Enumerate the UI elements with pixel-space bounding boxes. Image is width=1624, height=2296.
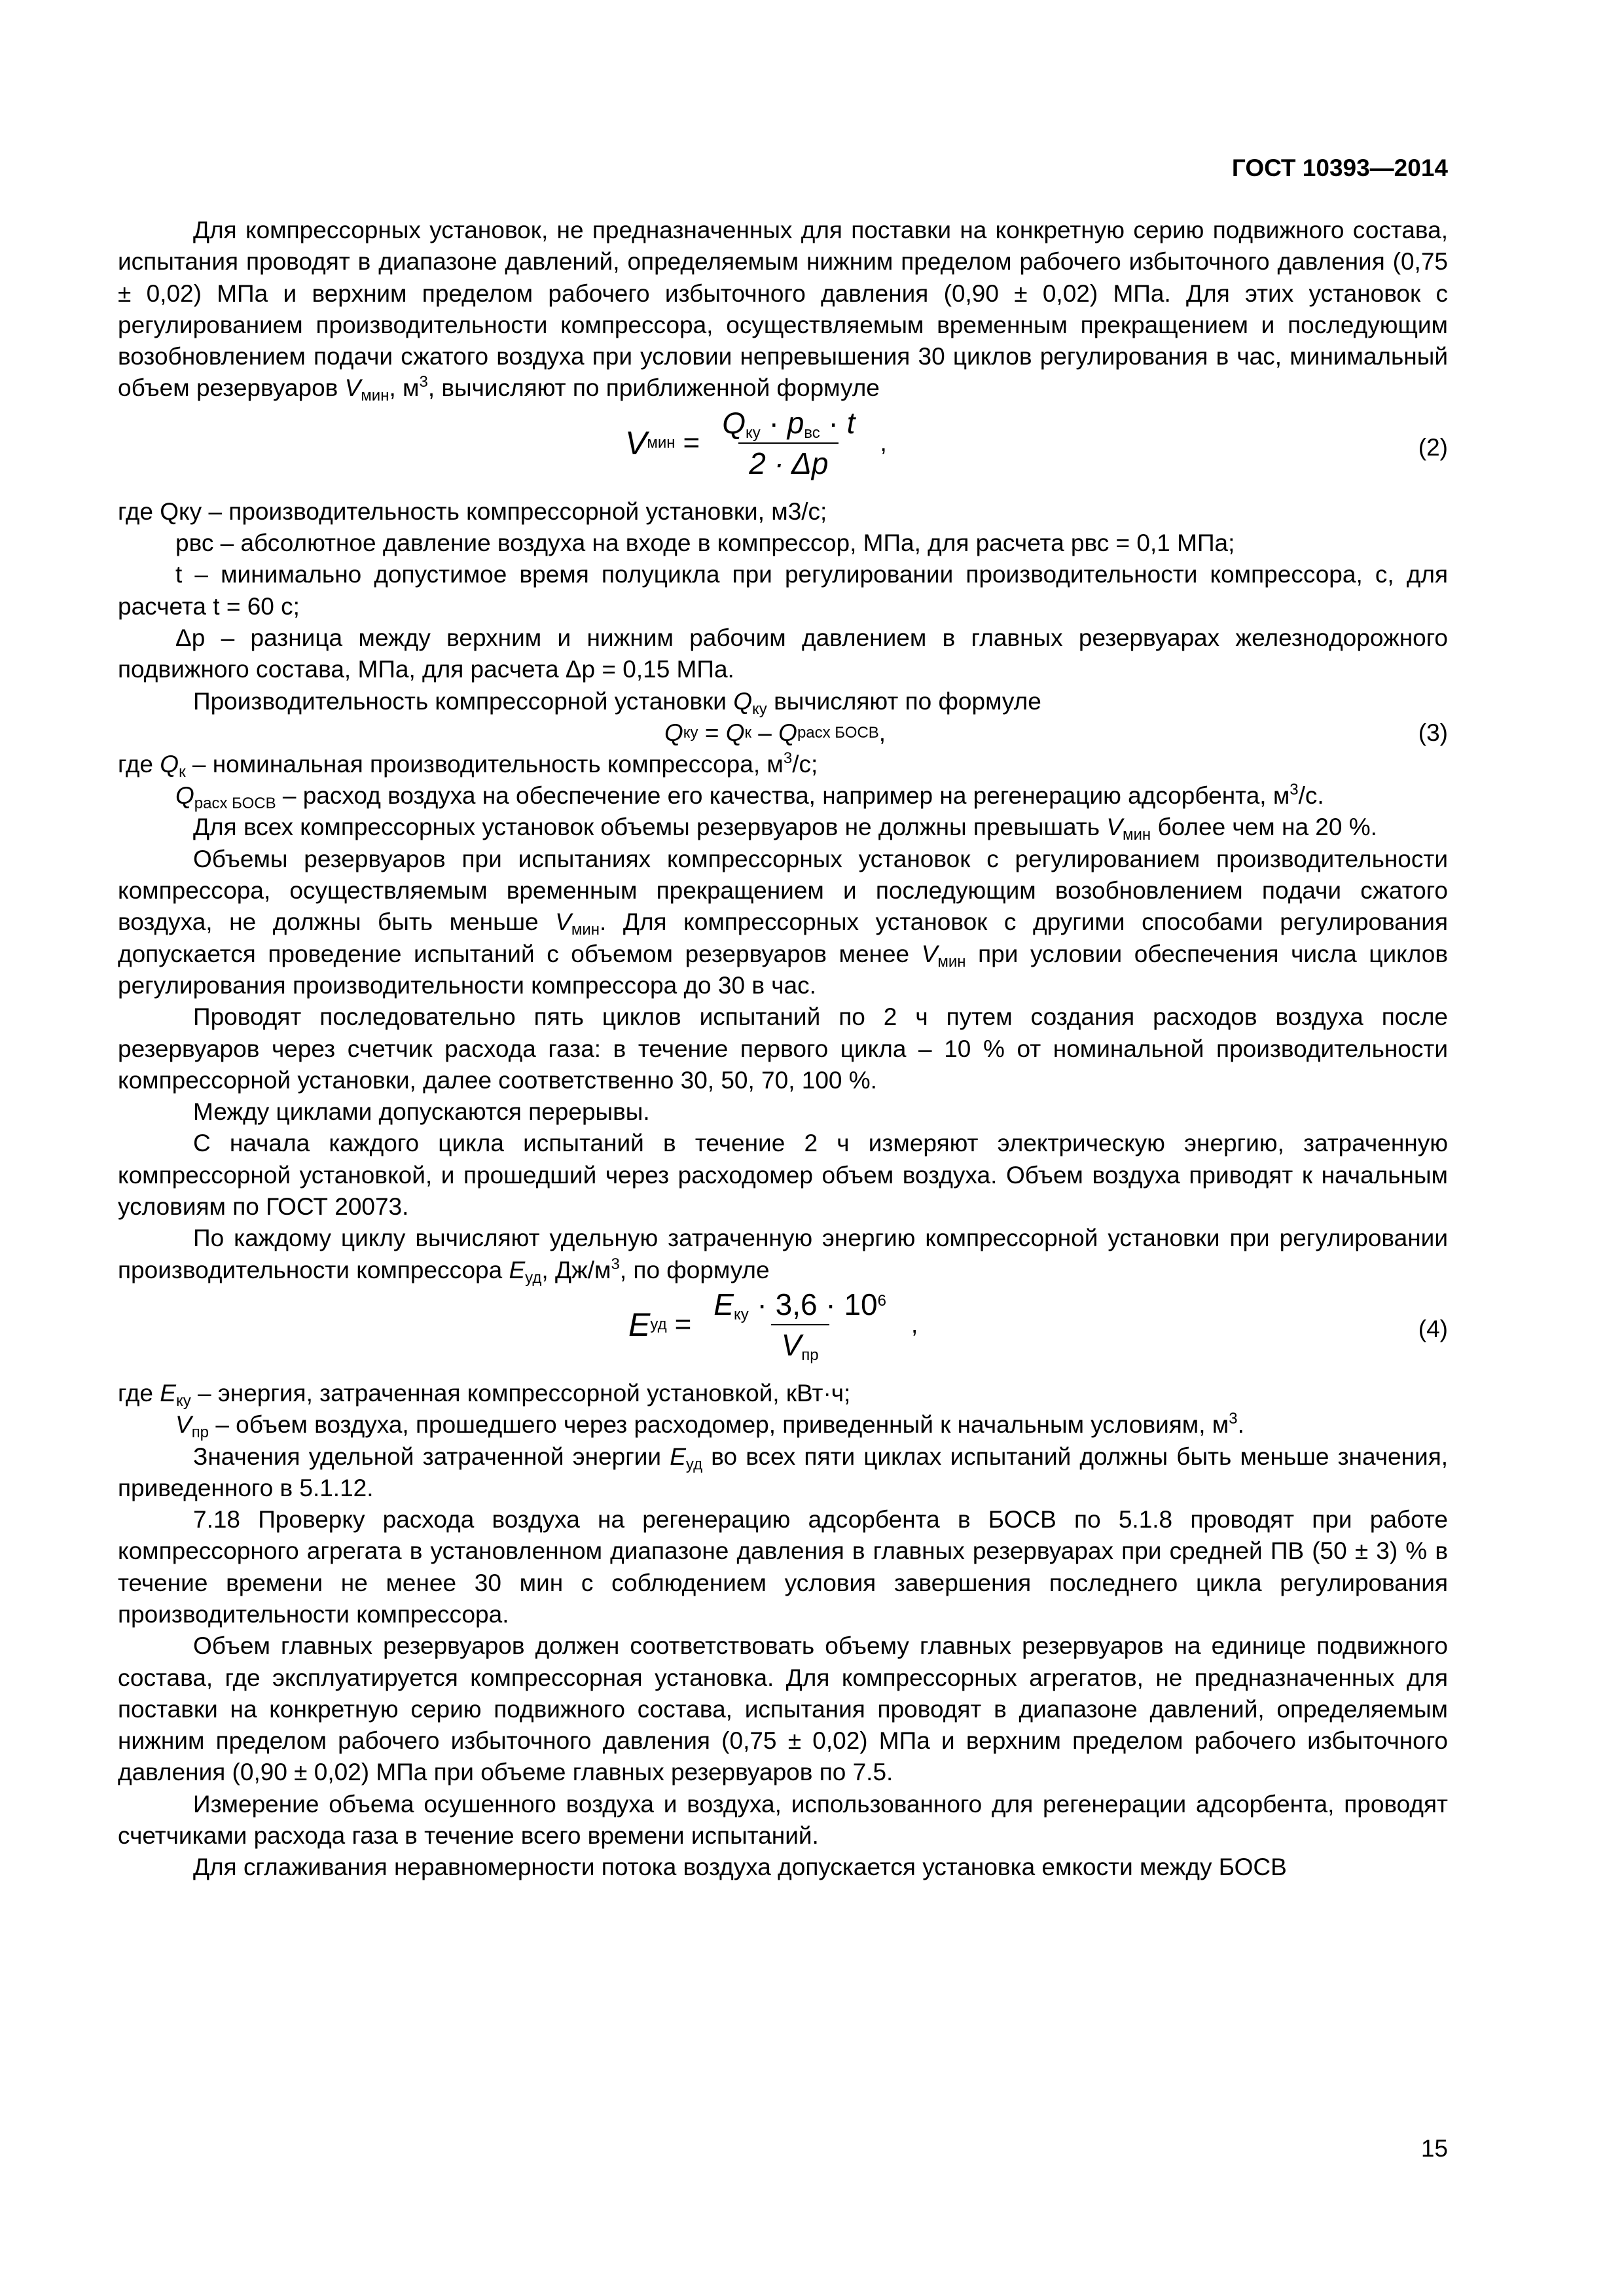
formula-2-fraction: [712, 407, 865, 480]
where-4-vpr: $V_{пр}$ – объем воздуха, прошедшего через расходомер, приведенный к начальным условиям, $м^3$.: [175, 1410, 1244, 1442]
formula-2-denominator: 2 · Δp: [738, 442, 839, 479]
paragraph-vmin-limit: Для всех компрессорных установок объемы резервуаров не должны превышать $V_{мин}$ более чем на 20 %.: [193, 814, 1377, 844]
paragraph-7-18: 7.18 Проверку расхода воздуха на регенерацию адсорбента в БОСВ по 5.1.8 проводят при работе компрессорного агрегата в установленном диапазоне давления в главных резервуарах при средней ПВ (50 ± 3) % в течение времени не менее 30 мин с соблюдением условия завершения последнего цикла регулирования производительности компрессора.: [118, 1506, 1448, 1628]
where-2-dp: Δp – разница между верхним и нижним рабочим давлением в главных резервуарах железнодорожного подвижного состава, МПа, для расчета Δp = 0,15 МПа.: [118, 624, 1448, 683]
paragraph-qku: Производительность компрессорной установки $Q_{ку}$ вычисляют по формуле: [193, 687, 1041, 718]
paragraph-main-tanks: Объем главных резервуаров должен соответствовать объему главных резервуаров на единице подвижного состава, где эксплуатируется компрессорная установка. Для компрессорных агрегатов, не предназначенных для поставки на конкретную серию подвижного состава, испытания проводят в диапазоне давлений, определяемым нижним пределом рабочего избыточного давления (0,75 ± 0,02) МПа и верхним пределом рабочего избыточного давления (0,90 ± 0,02) МПа при объеме главных резервуаров по 7.5.: [118, 1632, 1448, 1786]
formula-4-number: (4): [1418, 1315, 1448, 1342]
paragraph-cycles: Проводят последовательно пять циклов испытаний по 2 ч путем создания расходов воздуха после резервуаров через счетчик расхода газа: в течение первого цикла – 10 % от номинальной производительности компрессорной установки, далее соответственно 30, 50, 70, 100 %.: [118, 1003, 1448, 1094]
where-3-qk: где $Q_к$ – номинальная производительность компрессора, $м^3/с$;: [118, 749, 818, 781]
where-2-qku: где Qку – производительность компрессорной установки, м3/с;: [118, 497, 827, 525]
document-page: [118, 0, 1448, 2296]
formula-4-denominator: $V_{пр}$: [771, 1324, 829, 1361]
where-2-pvs: pвс – абсолютное давление воздуха на входе в компрессор, МПа, для расчета pвс = 0,1 МПа;: [175, 529, 1235, 557]
where-2-t: t – минимально допустимое время полуцикла при регулировании производительности компрессора, с, для расчета t = 60 с;: [118, 561, 1448, 620]
formula-4: [118, 1286, 1448, 1378]
formula-3: [118, 717, 1448, 749]
formula-4-expression: E уд = $\frac{E_{ку} \cdot 3,6 \cdot 10^6}{V_{пр}}$ ,: [628, 1287, 918, 1365]
paragraph-smoothing: Для сглаживания неравномерности потока воздуха допускается установка емкости между БОСВ: [193, 1854, 1287, 1881]
formula-2-number: (2): [1418, 433, 1448, 461]
document-header: ГОСТ 10393—2014: [1231, 154, 1448, 181]
formula-2-numerator: $Q_{ку} \cdot p_{вс} \cdot t$: [722, 405, 856, 442]
where-4-eku: где $E_{ку}$ – энергия, затраченная компрессорной установкой, кВт·ч;: [118, 1379, 851, 1410]
paragraph-energy: По каждому циклу вычисляют удельную затраченную энергию компрессорной установки при регулировании производительности компрессора $E_{уд}$, $Дж/м^3$, по формуле: [118, 1225, 1448, 1287]
where-3-qrash: $Q_{расх БОСВ}$ – расход воздуха на обеспечение его качества, например на регенерацию адсорбента, $м^3/с$.: [175, 781, 1324, 813]
paragraph-measure: С начала каждого цикла испытаний в течение 2 ч измеряют электрическую энергию, затраченную компрессорной установкой, и прошедший через расходомер объем воздуха. Объем воздуха приводят к начальным условиям по ГОСТ 20073.: [118, 1130, 1448, 1221]
formula-2: [118, 404, 1448, 496]
paragraph-values: Значения удельной затраченной энергии $E_{уд}$ во всех пяти циклах испытаний должны быть меньше значения, приведенного в 5.1.12.: [118, 1443, 1449, 1501]
formula-3-expression: Q ку = Q к – Q расх БОСВ ,: [664, 719, 886, 746]
document-body: [118, 215, 1448, 1884]
paragraph-dried-air: Измерение объема осушенного воздуха и воздуха, использованного для регенерации адсорбента, проводят счетчиками расхода газа в течение всего времени испытаний.: [118, 1790, 1448, 1850]
formula-3-number: (3): [1418, 719, 1448, 746]
paragraph-intro: Для компрессорных установок, не предназначенных для поставки на конкретную серию подвижного состава, испытания проводят в диапазоне давлений, определяемым нижним пределом рабочего избыточного давления (0,75 ± 0,02) МПа и верхним пределом рабочего избыточного давления (0,90 ± 0,02) МПа. Для этих установок с регулированием производительности компрессора, осуществляемым временным прекращением и последующим возобновлением подачи сжатого воздуха при условии непревышения 30 циклов регулирования в час, минимальный объем резервуаров $V_{мин}$, $м^3$, вычисляют по приближенной формуле: [118, 217, 1448, 405]
paragraph-breaks: Между циклами допускаются перерывы.: [193, 1098, 650, 1126]
formula-4-fraction: [703, 1287, 897, 1365]
page-number: 15: [1420, 2135, 1448, 2162]
formula-4-numerator: $E_{ку} \cdot 3,6 \cdot 10^6$: [713, 1287, 886, 1323]
paragraph-tank-volumes: Объемы резервуаров при испытаниях компрессорных установок с регулированием производительности компрессора, осуществляемым временным прекращением и последующим возобновлением подачи сжатого воздуха, не должны быть меньше $V_{мин}$. Для компрессорных установок с другими способами регулирования допускается проведение испытаний с объемом резервуаров менее $V_{мин}$ при условии обеспечения числа циклов регулирования производительности компрессора до 30 в час.: [118, 845, 1449, 999]
formula-2-expression: V мин = $\frac{Q_{ку} \cdot p_{вс} \cdot t}{2 \cdot \Delta p}$ ,: [625, 405, 887, 481]
